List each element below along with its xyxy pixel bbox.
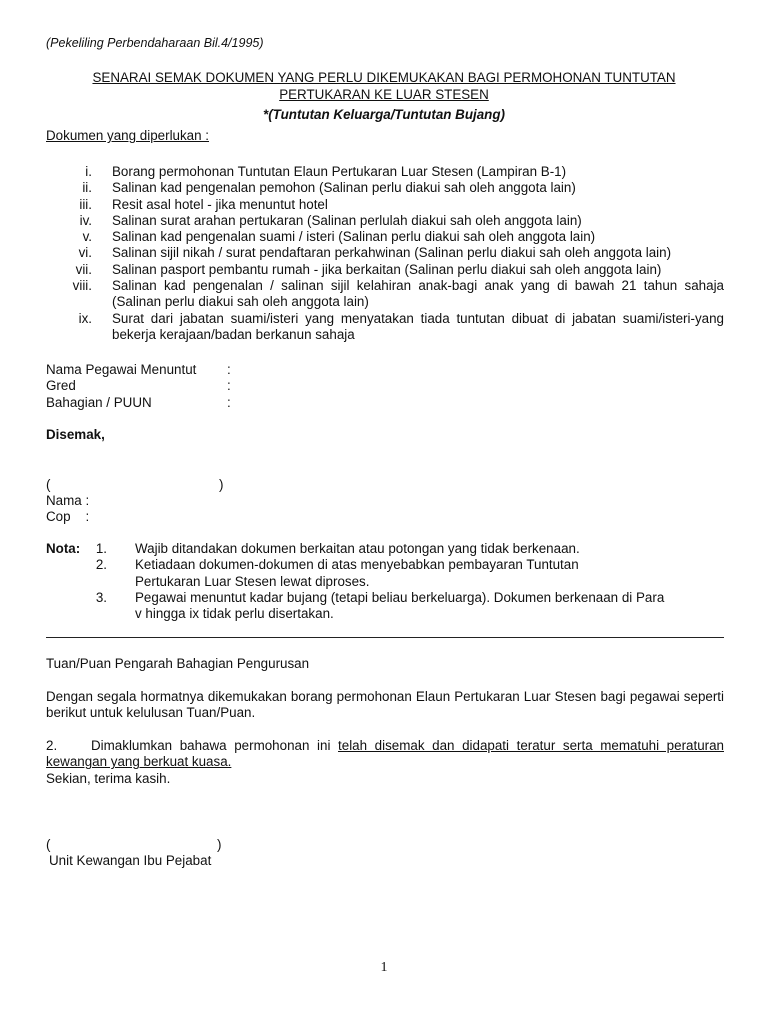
cop-label: Cop :: [46, 509, 90, 524]
paragraph-number: 2.: [46, 738, 58, 753]
field-label: Nama Pegawai Menuntut: [46, 362, 197, 377]
field-label: Gred: [46, 378, 76, 393]
page-number: 1: [380, 960, 388, 975]
list-item-text: Salinan kad pengenalan pemohon (Salinan perlu diakui sah oleh anggota lain): [112, 180, 576, 196]
close-paren: ): [217, 837, 222, 852]
list-item-number: i.: [85, 164, 92, 179]
list-item-text: Salinan pasport pembantu rumah - jika berkaitan (Salinan perlu diakui sah oleh anggota lain): [112, 261, 662, 277]
list-item: [46, 197, 724, 213]
list-item-text: Salinan kad pengenalan suami / isteri (Salinan perlu diakui sah oleh anggota lain): [112, 229, 596, 245]
disemak-label: Disemak,: [46, 427, 105, 442]
note-text: Ketiadaan dokumen-dokumen di atas menyebabkan pembayaran Tuntutan Pertukaran Luar Stesen lewat diproses.: [135, 557, 579, 589]
note-number: 1.: [95, 541, 107, 556]
notes-label: Nota:: [46, 541, 81, 556]
nama-label: Nama :: [46, 493, 90, 508]
list-item-text: Resit asal hotel - jika menuntut hotel: [112, 196, 328, 212]
memo-paragraph-2: [46, 738, 724, 771]
field-colon: :: [227, 378, 231, 393]
list-item: [46, 262, 724, 278]
unit-name: Unit Kewangan Ibu Pejabat: [49, 853, 212, 868]
circular-reference: (Pekeliling Perbendaharaan Bil.4/1995): [46, 36, 264, 50]
list-item-number: ii.: [82, 180, 92, 196]
field-label: Bahagian / PUUN: [46, 395, 152, 410]
list-item: [46, 278, 724, 311]
note-text: Pegawai menuntut kadar bujang (tetapi beliau berkeluarga). Dokumen berkenaan di Para v hingga ix tidak perlu disertakan.: [135, 589, 665, 622]
memo-paragraph-1: Dengan segala hormatnya dikemukakan borang permohonan Elaun Pertukaran Luar Stesen bagi pegawai seperti berikut untuk kelulusan Tuan/Puan.: [46, 689, 724, 721]
list-item-text: Surat dari jabatan suami/isteri yang menyatakan tiada tuntutan dibuat di jabatan suami/isteri-yang bekerja kerajaan/badan berkanun sahaja: [112, 310, 724, 342]
note-item: [90, 590, 690, 623]
document-title-line-1: SENARAI SEMAK DOKUMEN YANG PERLU DIKEMUKAKAN BAGI PERMOHONAN TUNTUTAN: [92, 70, 676, 85]
close-paren: ): [219, 477, 224, 492]
note-text: Wajib ditandakan dokumen berkaitan atau potongan yang tidak berkenaan.: [135, 541, 580, 556]
list-item-text: Borang permohonan Tuntutan Elaun Pertukaran Luar Stesen (Lampiran B-1): [112, 164, 567, 179]
list-item: [46, 164, 724, 180]
list-item: [46, 229, 724, 245]
note-item: [90, 557, 690, 590]
list-item-number: viii.: [72, 278, 92, 294]
signature-bracket: [46, 477, 224, 493]
list-item-number: iii.: [79, 196, 92, 212]
open-paren: (: [46, 477, 51, 492]
list-item-text: Salinan sijil nikah / surat pendaftaran perkahwinan (Salinan perlu diakui sah oleh anggota lain): [112, 245, 672, 261]
list-item: [46, 213, 724, 229]
paragraph-underlined-text: telah disemak dan didapati teratur serta mematuhi peraturan kewangan yang berkuat kuasa.: [46, 738, 724, 770]
memo-closing: Sekian, terima kasih.: [46, 771, 171, 786]
documents-list: [46, 164, 724, 343]
section-divider: [46, 637, 724, 638]
note-number: 3.: [95, 589, 107, 605]
signature-bracket: [46, 837, 222, 853]
documents-heading: Dokumen yang diperlukan :: [46, 128, 210, 143]
list-item-number: ix.: [78, 310, 92, 326]
list-item-number: vi.: [78, 245, 92, 261]
list-item: [46, 311, 724, 344]
field-colon: :: [227, 362, 231, 377]
list-item-number: iv.: [79, 212, 92, 228]
note-item: [90, 541, 690, 557]
list-item-number: vii.: [75, 261, 92, 277]
paragraph-text: Dimaklumkan bahawa permohonan ini: [91, 738, 339, 753]
list-item-text: Salinan kad pengenalan / salinan sijil kelahiran anak-bagi anak yang di bawah 21 tahun sahaja (Salinan perlu diakui sah oleh anggota lain): [112, 278, 724, 310]
field-colon: :: [227, 395, 231, 410]
list-item-number: v.: [82, 229, 92, 245]
note-number: 2.: [95, 557, 107, 573]
field-bahagian: [46, 395, 231, 411]
document-title-line-2: PERTUKARAN KE LUAR STESEN: [279, 87, 489, 102]
field-gred: [46, 378, 231, 394]
list-item-text: Salinan surat arahan pertukaran (Salinan perlulah diakui sah oleh anggota lain): [112, 212, 582, 228]
document-subtitle: *(Tuntutan Keluarga/Tuntutan Bujang): [262, 107, 505, 122]
field-nama-pegawai: [46, 362, 231, 378]
memo-recipient: Tuan/Puan Pengarah Bahagian Pengurusan: [46, 656, 310, 671]
list-item: [46, 180, 724, 196]
notes-list: [90, 541, 690, 622]
list-item: [46, 245, 724, 261]
open-paren: (: [46, 837, 51, 852]
